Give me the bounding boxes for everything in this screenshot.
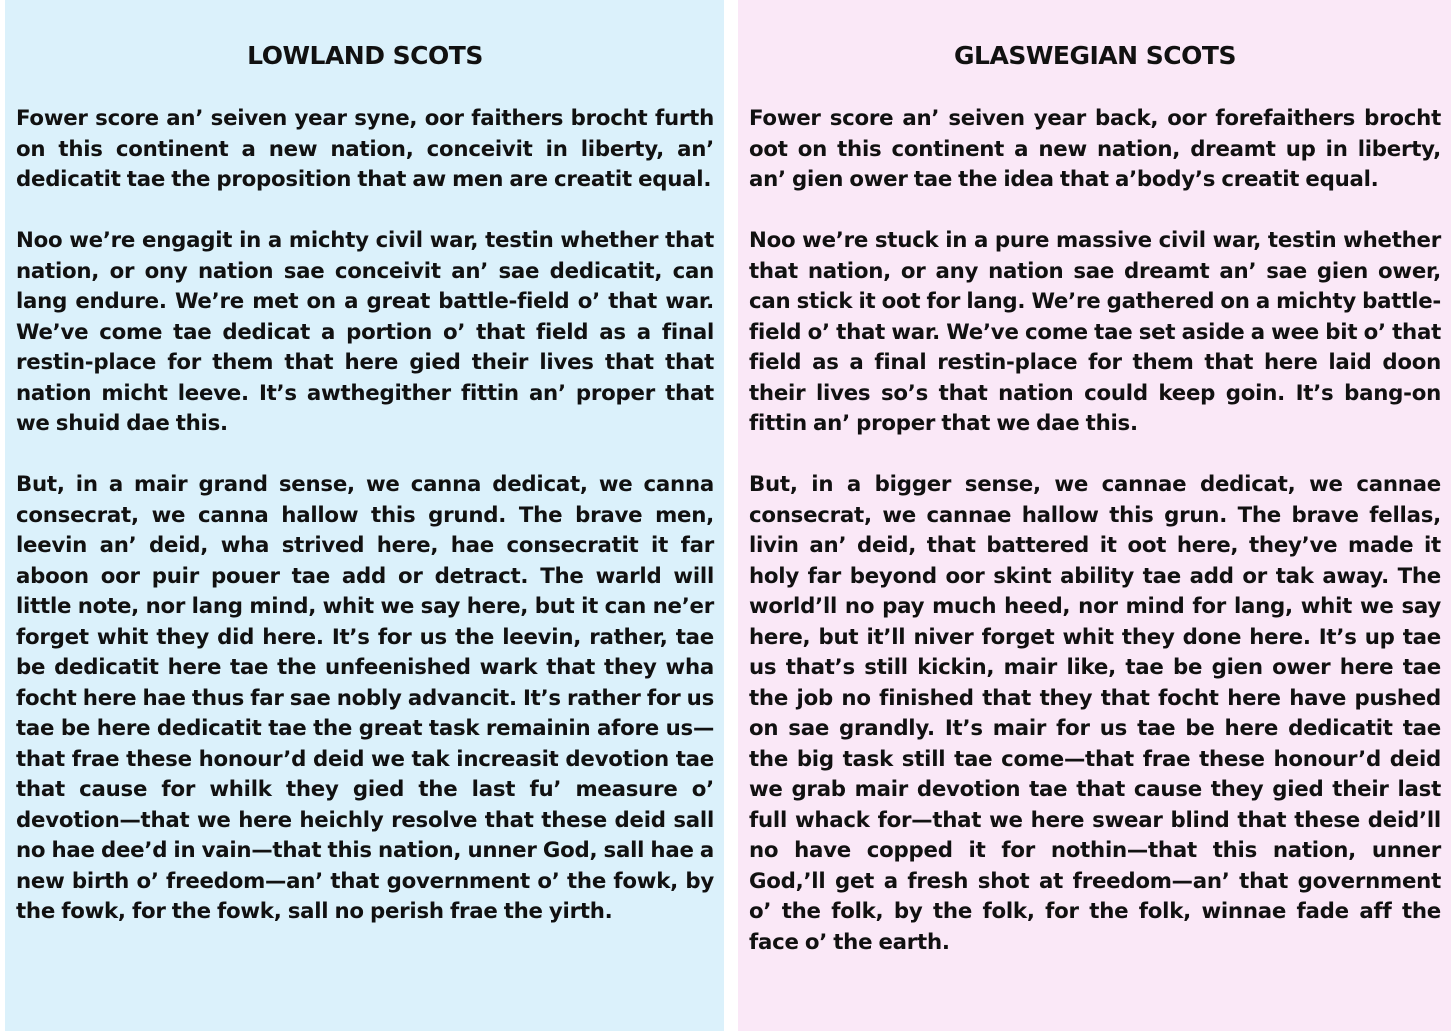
lowland-scots-heading: LOWLAND SCOTS bbox=[247, 41, 483, 70]
glaswegian-scots-heading: GLASWEGIAN SCOTS bbox=[954, 41, 1236, 70]
glaswegian-paragraph-1: Fower score an’ seiven year back, oor forefaithers brocht oot on this continent a new nation, dreamt up in liberty, an’ gien ower tae the idea that a’body’s creatit equal. bbox=[749, 106, 1441, 192]
lowland-paragraph-2: Noo we’re engagit in a michty civil war, testin whether that nation, or ony nation sae conceivit an’ sae dedicatit, can lang endure. We’re met on a great battle-field o’ that war. We’ve come tae dedicat a portion o’ that field as a final restin-place for them that here gied their lives that that nation micht leeve. It’s awthegither fittin an’ proper that we shuid dae this. bbox=[16, 228, 714, 436]
lowland-scots-panel bbox=[5, 0, 724, 1031]
glaswegian-paragraph-3: But, in a bigger sense, we cannae dedicat, we cannae consecrat, we cannae hallow this grun. The brave fellas, livin an’ deid, that battered it oot here, they’ve made it holy far beyond oor skint ability tae add or tak away. The world’ll no pay much heed, nor mind for lang, whit we say here, but it’ll niver forget whit they done here. It’s up tae us that’s still kickin, mair like, tae be gien ower here tae the job no finished that they that focht here have pushed on sae grandly. It’s mair for us tae be here dedicatit tae the big task still tae come—that frae these honour’d deid we grab mair devotion tae that cause they gied their last full whack for—that we here swear blind that these deid’ll no have copped it for nothin—that this nation, unner God,’ll get a fresh shot at freedom—an’ that government o’ the folk, by the folk, for the folk, winnae fade aff the face o’ the earth. bbox=[749, 472, 1441, 955]
glaswegian-scots-panel bbox=[738, 0, 1451, 1031]
lowland-paragraph-3: But, in a mair grand sense, we canna dedicat, we canna consecrat, we canna hallow this grund. The brave men, leevin an’ deid, wha strived here, hae consecratit it far aboon oor puir pouer tae add or detract. The warld will little note, nor lang mind, whit we say here, but it can ne’er forget whit they did here. It’s for us the leevin, rather, tae be dedicatit here tae the unfeenished wark that they wha focht here hae thus far sae nobly advancit. It’s rather for us tae be here dedicatit tae the great task remainin afore us—that frae these honour’d deid we tak increasit devotion tae that cause for whilk they gied the last fu’ measure o’ devotion—that we here heichly resolve that these deid sall no hae dee’d in vain—that this nation, unner God, sall hae a new birth o’ freedom—an’ that government o’ the fowk, by the fowk, for the fowk, sall no perish frae the yirth. bbox=[16, 472, 714, 924]
glaswegian-paragraph-2: Noo we’re stuck in a pure massive civil war, testin whether that nation, or any nation sae dreamt an’ sae gien ower, can stick it oot for lang. We’re gathered on a michty battle-field o’ that war. We’ve come tae set aside a wee bit o’ that field as a final restin-place for them that here laid doon their lives so’s that nation could keep goin. It’s bang-on fittin an’ proper that we dae this. bbox=[749, 228, 1441, 436]
lowland-paragraph-1: Fower score an’ seiven year syne, oor faithers brocht furth on this continent a new nation, conceivit in liberty, an’ dedicatit tae the proposition that aw men are creatit equal. bbox=[16, 106, 714, 192]
